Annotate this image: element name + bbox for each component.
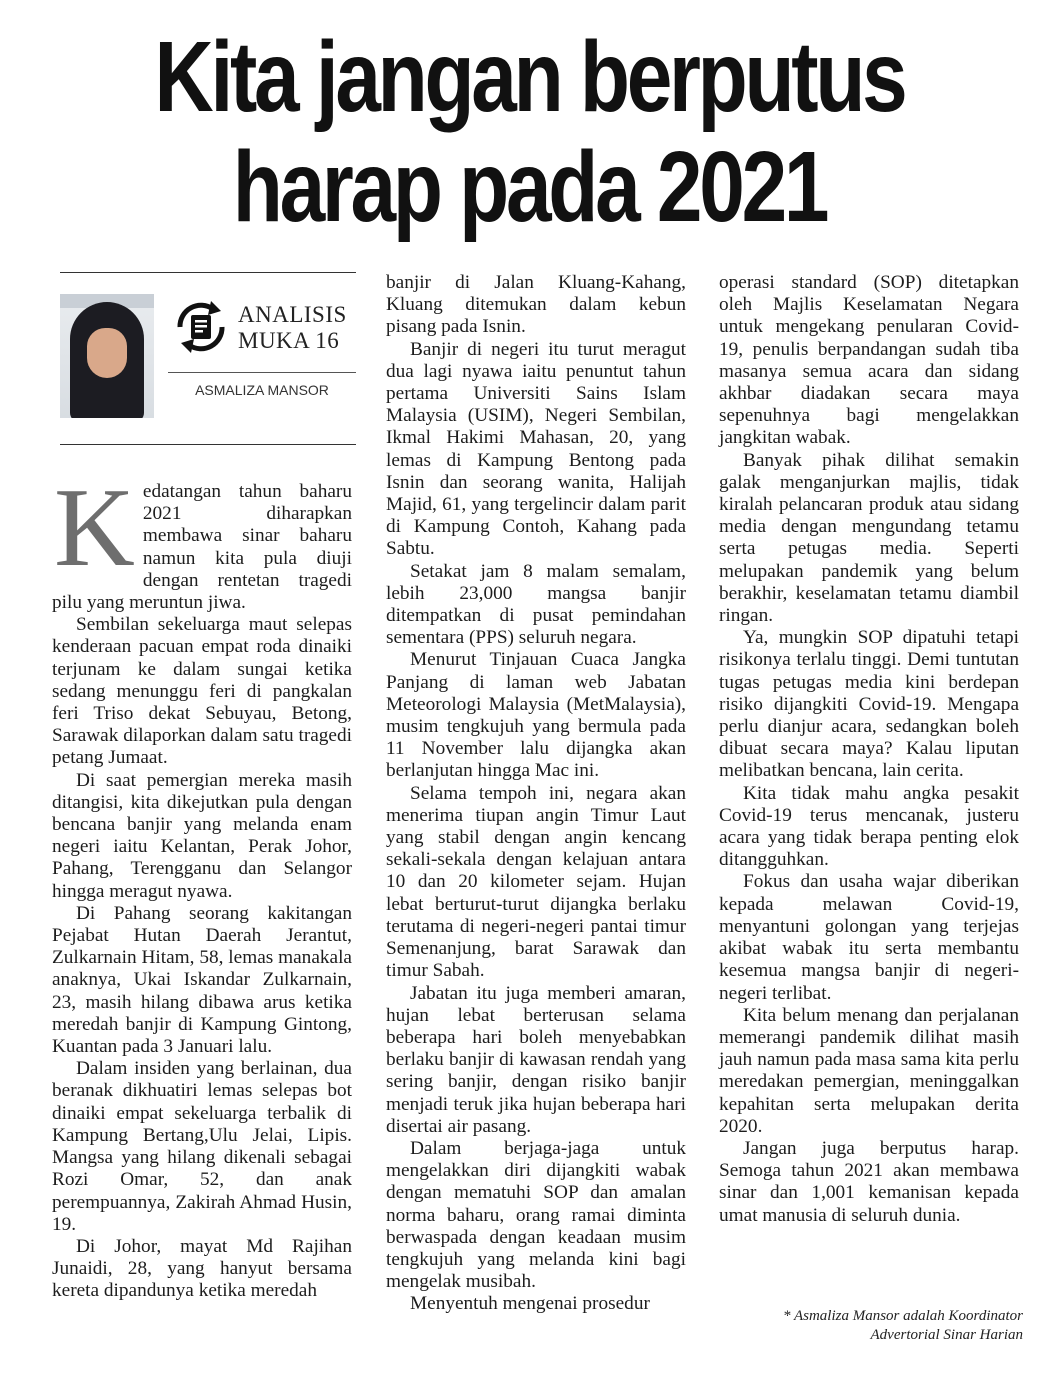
headline [95,22,963,242]
paragraph: Sembilan sekeluarga maut selepas kenderaan pacuan empat roda dinaiki terjunam ke dalam sungai ketika sedang menunggu feri di pangkalan feri Triso dekat Sebuyau, Betong, Sarawak dilaporkan dalam satu tragedi petang Jumaat. [52,614,352,769]
paragraph: Di Johor, mayat Md Rajihan Junaidi, 28, yang hanyut bersama kereta dipandunya ketika meredah [52,1235,352,1302]
article-column-1 [52,466,352,1303]
paragraph: Jabatan itu juga memberi amaran, hujan lebat berterusan selama beberapa hari boleh menyebabkan berlaku banjir di kawasan rendah yang sering banjir, dengan risiko banjir menjadi teruk jika hujan beberapa hari disertai air pasang. [386,982,686,1137]
article-column-3 [719,272,1019,1227]
paragraph: Banjir di negeri itu turut meragut dua lagi nyawa iaitu penuntut tahun pertama Universiti Sains Islam Malaysia (USIM), Negeri Sembilan, Ikmal Hakimi Mahasan, 20, yang lemas di Kampung Bentong pada Isnin dan seorang wanita, Halijah Majid, 61, yang tergelincir dalam parit di Kampung Contoh, Kahang pada Sabtu. [386,338,686,560]
footnote-line-2: Advertorial Sinar Harian [870,1327,1023,1343]
section-label-line-1: ANALISIS [238,302,347,327]
paragraph: Dalam berjaga-jaga untuk mengelakkan diri dijangkiti wabak dengan mematuhi SOP dan amalan norma baharu, orang ramai diminta berwaspada dengan keadaan musim tengkujuh yang melanda kini bagi mengelak musibah. [386,1137,686,1293]
paragraph: Menyentuh mengenai prosedur [410,1293,650,1315]
paragraph: banjir di Jalan Kluang-Kahang, Kluang ditemukan dalam kebun pisang pada Isnin. [386,272,686,338]
byline-top-rule [60,272,356,273]
paragraph: Ya, mungkin SOP dipatuhi tetapi risikonya terlalu tinggi. Demi tuntutan tugas petugas media kini berdepan risiko dijangkiti Covid-19. Mengapa perlu dianjur acara, sedangkan boleh dibuat secara maya? Kalau liputan melibatkan bencana, lain cerita. [719,627,1019,782]
byline-box [60,272,356,447]
recycle-document-icon [168,294,234,360]
paragraph: operasi standard (SOP) ditetapkan oleh Majlis Keselamatan Negara untuk mengekang penularan Covid-19, penulis berpandangan sudah tiba masanya semua acara dan sidang akhbar diadakan secara maya sepenuhnya bagi mengelakkan jangkitan wabak. [719,272,1019,449]
section-label [238,302,358,354]
author-rule [168,372,356,373]
author-footnote [700,1307,1023,1345]
article-column-2 [386,272,686,1316]
paragraph: Kita tidak mahu angka pesakit Covid-19 terus mencanak, justeru acara yang tidak berapa penting elok ditangguhkan. [719,782,1019,871]
section-label-line-2: MUKA 16 [238,328,340,353]
byline-bottom-rule [60,444,356,445]
paragraph: Setakat jam 8 malam semalam, lebih 23,000 mangsa banjir ditempatkan di pusat pemindahan sementara (PPS) seluruh negara. [386,560,686,649]
footnote-line-1: * Asmaliza Mansor adalah Koordinator [782,1308,1023,1324]
paragraph: edatangan tahun baharu 2021 diharapkan membawa sinar baharu namun kita pula diuji dengan rentetan tragedi pilu yang meruntun jiwa. [52,481,352,614]
author-photo [60,294,154,418]
paragraph: Banyak pihak dilihat semakin galak menganjurkan majlis, tidak kiralah pelancaran produk atau sidang media dengan mengundang tetamu serta petugas media. Seperti melupakan pandemik yang belum berakhir, keselamatan tetamu diambil ringan. [719,449,1019,627]
headline-line-1: Kita jangan berputus [154,21,905,133]
paragraph: Kita belum menang dan perjalanan memerangi pandemik dilihat masih jauh namun pada masa sama kita perlu meredakan pemergian, meninggalkan kepahitan serta melupakan derita 2020. [719,1004,1019,1137]
paragraph: Di saat pemergian mereka masih ditangisi, kita dikejutkan pula dengan bencana banjir yang melanda enam negeri iaitu Kelantan, Perak Johor, Pahang, Terengganu dan Selangor hingga meragut nyawa. [52,769,352,902]
paragraph: Jangan juga berputus harap. Semoga tahun 2021 akan membawa sinar dan 1,001 kemanisan kepada umat manusia di seluruh dunia. [719,1137,1019,1226]
paragraph: Menurut Tinjauan Cuaca Jangka Panjang di laman web Jabatan Meteorologi Malaysia (MetMalaysia), musim tengkujuh yang bermula pada 11 November lalu dijangka akan berlanjutan hingga Mac ini. [386,649,686,782]
author-name: ASMALIZA MANSOR [195,382,329,398]
dropcap: K [54,466,135,590]
paragraph: Di Pahang seorang kakitangan Pejabat Hutan Daerah Jerantut, Zulkarnain Hitam, 58, lemas manakala anaknya, Ukai Iskandar Zulkarnain, 23, masih hilang dibawa arus ketika meredah banjir di Kampung Gintong, Kuantan pada 3 Januari lalu. [52,902,352,1058]
paragraph: Fokus dan usaha wajar diberikan kepada melawan Covid-19, menyantuni golongan yang terjejas akibat wabak itu serta membantu kesemua mangsa banjir di negeri-negeri terlibat. [719,871,1019,1004]
paragraph: Dalam insiden yang berlainan, dua beranak dikhuatiri lemas selepas bot dinaiki empat sekeluarga terbalik di Kampung Bertang,Ulu Jelai, Lipis. Mangsa yang hilang dikenali sebagai Rozi Omar, 52, dan anak perempuannya, Zakirah Ahmad Husin, 19. [52,1058,352,1235]
paragraph: Selama tempoh ini, negara akan menerima tiupan angin Timur Laut yang stabil dengan angin kencang sekali-sekala dengan kelajuan antara 10 dan 20 kilometer sejam. Hujan lebat berturut-turut dijangka berlaku terutama di negeri-negeri pantai timur Semenanjung, barat Sarawak dan timur Sabah. [386,782,686,982]
headline-line-2: harap pada 2021 [232,131,827,243]
